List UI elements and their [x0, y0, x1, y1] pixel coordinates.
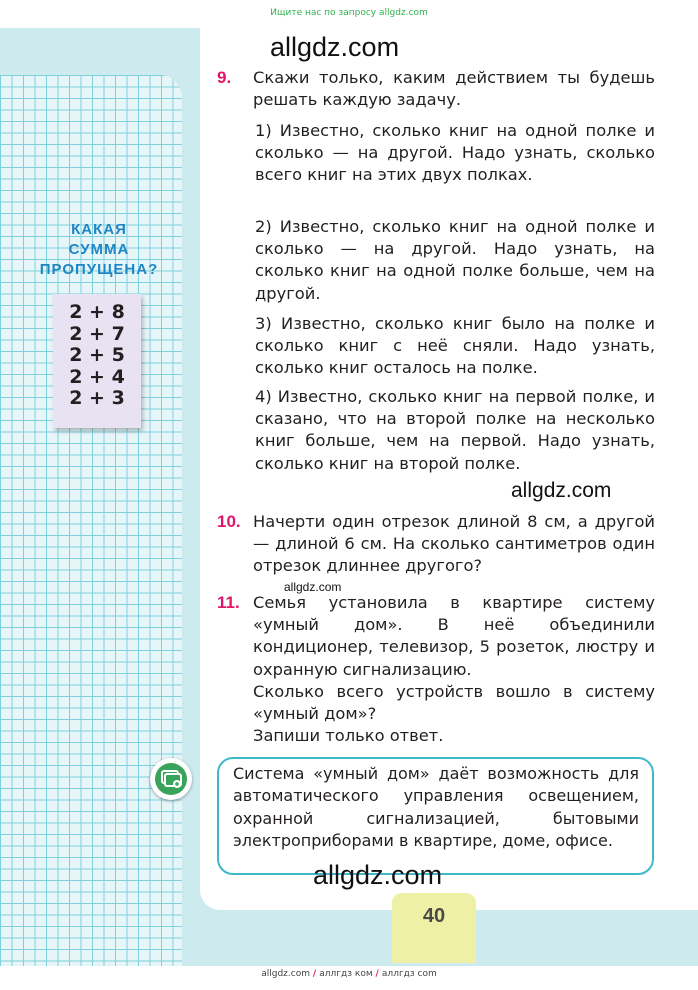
task-9-intro: Скажи только, каким действием ты будешь решать каждую задачу.: [253, 68, 655, 110]
smart-home-icon: [150, 758, 192, 800]
top-link[interactable]: Ищите нас по запросу allgdz.com: [270, 8, 428, 18]
footer-link[interactable]: аллгдз ком: [319, 969, 373, 979]
task-11-instruction: Запиши только ответ.: [253, 726, 444, 745]
sums-card: [53, 294, 141, 428]
task-11-number: 11.: [217, 593, 240, 612]
watermark-top: allgdz.com: [270, 32, 400, 62]
task-9-item-2: 2) Известно, сколько книг на одной полке и сколько — на другой. Надо узнать, на сколько книг на одной полке больше, чем на другой.: [255, 217, 655, 303]
sum-item: 2 + 5: [69, 344, 125, 366]
info-text: Система «умный дом» даёт возможность для автоматического управления освещением, охранной сигнализацией, бытовыми электроприборами в квартире, доме, офисе.: [233, 764, 639, 850]
footer-link[interactable]: allgdz.com: [261, 969, 310, 979]
sidebar-title: [24, 220, 174, 280]
task-9-item-4: 4) Известно, сколько книг на первой полке, и сказано, что на второй полке на несколько книг больше, чем на первой. Надо узнать, сколько книг на второй полке.: [255, 387, 655, 473]
info-box: [217, 757, 654, 875]
sum-item: 2 + 7: [69, 322, 125, 345]
sidebar-title-line: КАКАЯ: [71, 221, 127, 238]
task-10-number: 10.: [217, 512, 241, 531]
task-9-number: 9.: [217, 68, 232, 87]
task-10-text: Начерти один отрезок длиной 8 см, а другой — длиной 6 см. На сколько сантиметров один отрезок длиннее другого?: [253, 512, 655, 576]
sidebar-title-line: СУММА: [68, 241, 130, 258]
task-11-question: Сколько всего устройств вошло в систему «умный дом»?: [253, 682, 655, 724]
footer-link[interactable]: аллгдз com: [381, 969, 437, 979]
sum-item: 2 + 3: [69, 387, 125, 409]
footer-separator: /: [312, 969, 320, 979]
sum-item: 2 + 8: [69, 301, 125, 323]
grid-panel: [0, 75, 182, 966]
sidebar-title-line: ПРОПУЩЕНА?: [39, 261, 159, 278]
watermark-small: allgdz.com: [284, 580, 342, 594]
task-9-item-3: 3) Известно, сколько книг было на полке и сколько книг с неё сняли. Надо узнать, сколько книг осталось на полке.: [255, 314, 655, 378]
watermark-bottom: allgdz.com: [313, 860, 443, 890]
footer: [0, 969, 698, 979]
task-11-text: Семья установила в квартире систему «умный дом». В неё объединили кондиционер, телевизор, 5 розеток, люстру и охранную сигнализацию.: [253, 593, 655, 679]
task-9-item-1: 1) Известно, сколько книг на одной полке и сколько — на другой. Надо узнать, сколько всего книг на этих двух полках.: [255, 121, 655, 185]
watermark-middle: allgdz.com: [511, 479, 612, 502]
page-number: 40: [392, 893, 476, 963]
footer-separator: /: [375, 969, 382, 979]
sum-item: 2 + 4: [69, 365, 125, 388]
